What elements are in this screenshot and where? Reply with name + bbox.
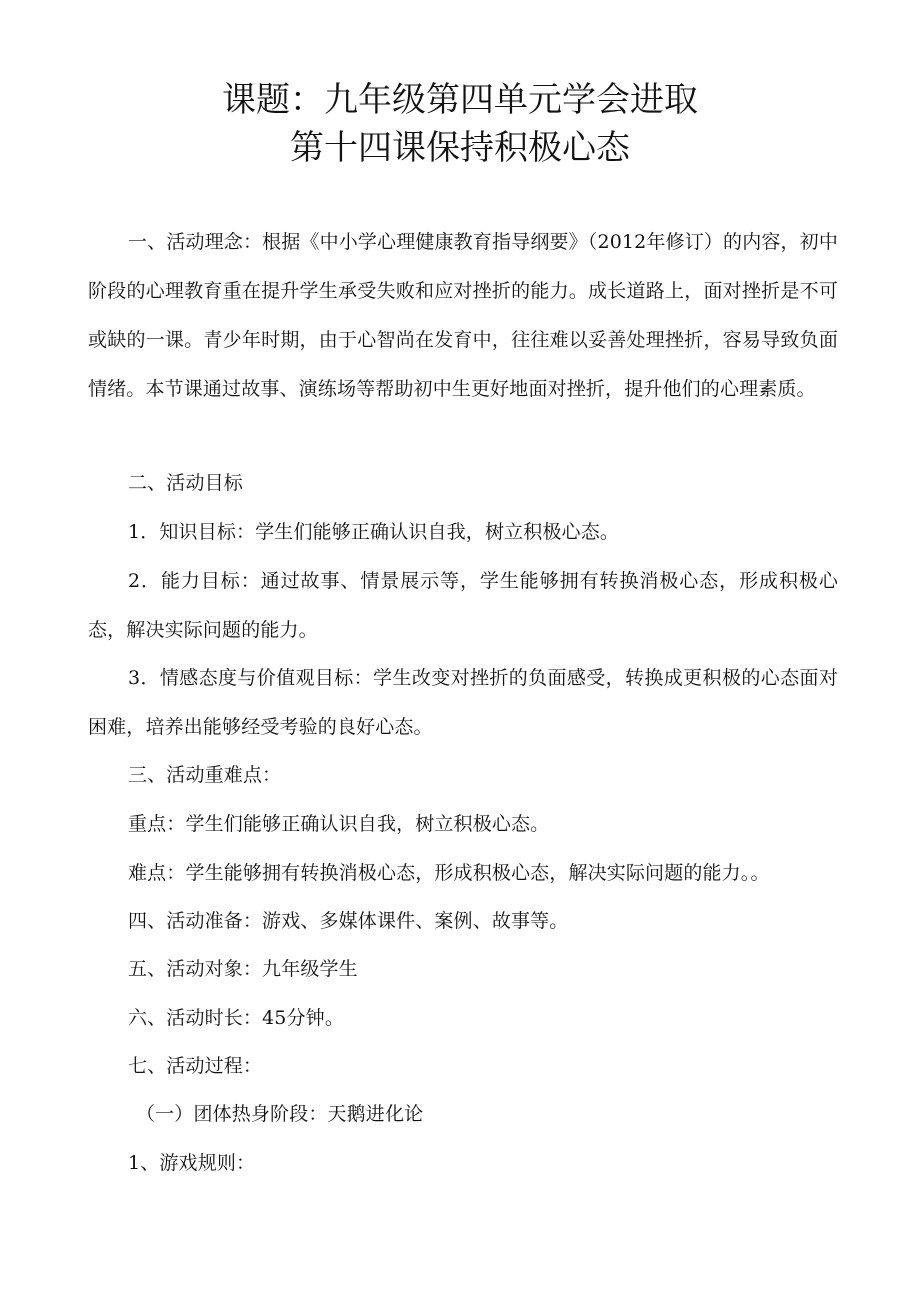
- goal-ability: 2．能力目标：通过故事、情景展示等，学生能够拥有转换消极心态，形成积极心态，解决实际问题的能力。: [88, 570, 838, 641]
- process-heading: 七、活动过程：: [128, 1055, 263, 1077]
- key-difficult-heading: 三、活动重难点：: [128, 764, 282, 786]
- goals-heading: 二、活动目标: [128, 472, 243, 494]
- stage-warmup: （一）团体热身阶段：天鹅进化论: [136, 1103, 424, 1125]
- activity-concept-paragraph: 一、活动理念：根据《中小学心理健康教育指导纲要》（2012年修订）的内容，初中阶段的心理教育重在提升学生承受失败和应对挫折的能力。成长道路上，面对挫折是不可或缺的一课。青少年时期，由于心智尚在发育中，往往难以妥善处理挫折，容易导致负面情绪。本节课通过故事、演练场等帮助初中生更好地面对挫折，提升他们的心理素质。: [88, 231, 838, 400]
- difficult-point: 难点：学生能够拥有转换消极心态，形成积极心态，解决实际问题的能力。。: [128, 862, 770, 884]
- game-rules: 1、游戏规则：: [128, 1152, 256, 1174]
- activity-duration: 六、活动时长：45分钟。: [128, 1007, 344, 1029]
- activity-preparation: 四、活动准备：游戏、多媒体课件、案例、故事等。: [128, 910, 569, 932]
- title-line-2: 第十四课保持积极心态: [290, 128, 630, 168]
- title-line-1: 课题：九年级第四单元学会进取: [222, 80, 698, 120]
- goal-emotion: 3．情感态度与价值观目标：学生改变对挫折的负面感受，转换成更积极的心态面对困难，培养出能够经受考验的良好心态。: [88, 667, 838, 738]
- activity-audience: 五、活动对象：九年级学生: [128, 958, 358, 980]
- key-point: 重点：学生们能够正确认识自我，树立积极心态。: [128, 813, 550, 835]
- goal-knowledge: 1．知识目标：学生们能够正确认识自我，树立积极心态。: [128, 521, 619, 543]
